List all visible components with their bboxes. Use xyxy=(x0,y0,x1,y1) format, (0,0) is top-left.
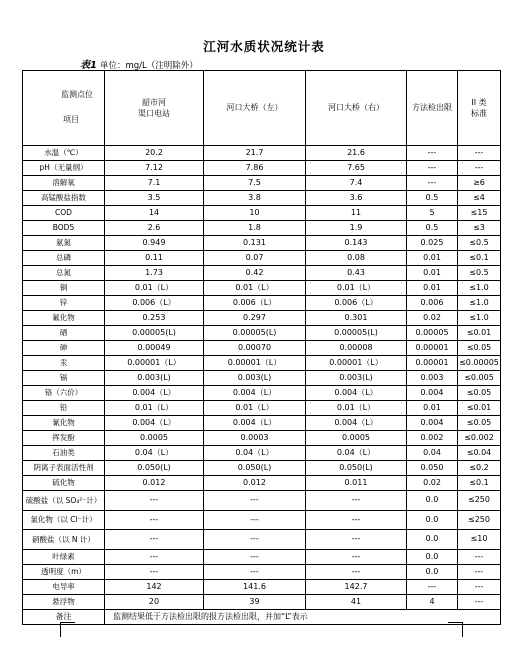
header-site1-line1: 韶市河 xyxy=(142,97,166,107)
table-row xyxy=(23,476,501,491)
item-cell: 透明度（m） xyxy=(23,564,105,579)
site2-cell: 7.5 xyxy=(204,176,306,191)
limit-cell: 0.00001 xyxy=(407,341,458,356)
item-cell: 水温（℃） xyxy=(23,146,105,161)
site1-cell: 0.04（L） xyxy=(105,446,204,461)
site2-cell: --- xyxy=(204,530,306,550)
site1-cell: 0.00005(L) xyxy=(105,326,204,341)
site2-cell: 21.7 xyxy=(204,146,306,161)
item-cell: 硝酸盐（以 N 计） xyxy=(23,530,105,550)
table-row xyxy=(23,191,501,206)
item-cell: 高锰酸盐指数 xyxy=(23,191,105,206)
site2-cell: --- xyxy=(204,510,306,530)
table-row xyxy=(23,281,501,296)
header-limit: 方法检出限 xyxy=(407,71,458,146)
site3-cell: 7.65 xyxy=(306,161,407,176)
standard-cell: ≤0.01 xyxy=(458,401,501,416)
limit-cell: 0.050 xyxy=(407,461,458,476)
standard-cell: ≤0.1 xyxy=(458,476,501,491)
site1-cell: 0.00001（L） xyxy=(105,356,204,371)
item-cell: 总氮 xyxy=(23,266,105,281)
site3-cell: 3.6 xyxy=(306,191,407,206)
site2-cell: 0.00070 xyxy=(204,341,306,356)
limit-cell: 0.004 xyxy=(407,386,458,401)
site2-cell: 0.004（L） xyxy=(204,416,306,431)
table-row xyxy=(23,431,501,446)
standard-cell: ≤0.2 xyxy=(458,461,501,476)
table-row xyxy=(23,221,501,236)
table-row xyxy=(23,236,501,251)
site3-cell: 0.301 xyxy=(306,311,407,326)
standard-cell: ≤10 xyxy=(458,530,501,550)
site1-cell: 0.006（L） xyxy=(105,296,204,311)
site3-cell: 21.6 xyxy=(306,146,407,161)
site3-cell: 0.0005 xyxy=(306,431,407,446)
limit-cell: 0.04 xyxy=(407,446,458,461)
item-cell: 硫酸盐（以 SO₄²⁻计） xyxy=(23,491,105,511)
limit-cell: 0.002 xyxy=(407,431,458,446)
site2-cell: 0.003(L) xyxy=(204,371,306,386)
site3-cell: 0.004（L） xyxy=(306,416,407,431)
site1-cell: 0.0005 xyxy=(105,431,204,446)
limit-cell: 0.006 xyxy=(407,296,458,311)
site2-cell: 0.07 xyxy=(204,251,306,266)
standard-cell: --- xyxy=(458,579,501,594)
header-corner-cell xyxy=(23,71,105,146)
standard-cell: ≤15 xyxy=(458,206,501,221)
site2-cell: 0.01（L） xyxy=(204,281,306,296)
table-row xyxy=(23,491,501,511)
site1-cell: 0.003(L) xyxy=(105,371,204,386)
item-cell: 铬（六价） xyxy=(23,386,105,401)
site1-cell: --- xyxy=(105,530,204,550)
standard-cell: ≤250 xyxy=(458,491,501,511)
standard-cell: ≤250 xyxy=(458,510,501,530)
site1-cell: 20 xyxy=(105,594,204,609)
item-cell: 溶解氧 xyxy=(23,176,105,191)
item-cell: 砷 xyxy=(23,341,105,356)
site2-cell: 7.86 xyxy=(204,161,306,176)
limit-cell: 0.0 xyxy=(407,564,458,579)
site2-cell: 0.050(L) xyxy=(204,461,306,476)
site1-cell: 0.004（L） xyxy=(105,416,204,431)
standard-cell: ≥6 xyxy=(458,176,501,191)
item-cell: 挥发酚 xyxy=(23,431,105,446)
site3-cell: --- xyxy=(306,491,407,511)
limit-cell: 0.01 xyxy=(407,266,458,281)
header-item-label: 项目 xyxy=(63,115,79,124)
table-caption xyxy=(80,56,198,71)
site1-cell: 14 xyxy=(105,206,204,221)
site3-cell: 0.01（L） xyxy=(306,281,407,296)
limit-cell: 0.0 xyxy=(407,510,458,530)
remark-row xyxy=(23,609,501,624)
table-row xyxy=(23,461,501,476)
table-row xyxy=(23,386,501,401)
site1-cell: 0.11 xyxy=(105,251,204,266)
standard-cell: ≤0.5 xyxy=(458,236,501,251)
site2-cell: 0.01（L） xyxy=(204,401,306,416)
table-row xyxy=(23,266,501,281)
standard-cell: ≤0.05 xyxy=(458,341,501,356)
header-standard-line2: 标准 xyxy=(471,108,487,118)
site1-cell: 7.12 xyxy=(105,161,204,176)
limit-cell: 0.00001 xyxy=(407,356,458,371)
remark-label: 备注 xyxy=(23,609,105,624)
table-row xyxy=(23,594,501,609)
site3-cell: --- xyxy=(306,530,407,550)
site2-cell: 10 xyxy=(204,206,306,221)
standard-cell: --- xyxy=(458,161,501,176)
site2-cell: 39 xyxy=(204,594,306,609)
header-site1-line2: 渠口电站 xyxy=(138,108,170,118)
item-cell: 硒 xyxy=(23,326,105,341)
item-cell: 阴离子表面活性剂 xyxy=(23,461,105,476)
site2-cell: --- xyxy=(204,564,306,579)
site3-cell: 0.006（L） xyxy=(306,296,407,311)
site1-cell: 7.1 xyxy=(105,176,204,191)
header-row xyxy=(23,71,501,146)
item-cell: 锌 xyxy=(23,296,105,311)
standard-cell: ≤0.01 xyxy=(458,326,501,341)
crop-mark-right xyxy=(448,622,463,637)
standard-cell: ≤0.00005 xyxy=(458,356,501,371)
standard-cell: --- xyxy=(458,594,501,609)
limit-cell: 0.025 xyxy=(407,236,458,251)
item-cell: 铅 xyxy=(23,401,105,416)
site1-cell: --- xyxy=(105,510,204,530)
site1-cell: 142 xyxy=(105,579,204,594)
table-row xyxy=(23,549,501,564)
table-row xyxy=(23,564,501,579)
site3-cell: 0.011 xyxy=(306,476,407,491)
site1-cell: 3.5 xyxy=(105,191,204,206)
standard-cell: --- xyxy=(458,549,501,564)
limit-cell: 0.0 xyxy=(407,530,458,550)
site3-cell: 0.003(L) xyxy=(306,371,407,386)
site1-cell: 0.01（L） xyxy=(105,281,204,296)
limit-cell: 0.02 xyxy=(407,311,458,326)
site2-cell: 0.00005(L) xyxy=(204,326,306,341)
site3-cell: 0.01（L） xyxy=(306,401,407,416)
table-row xyxy=(23,416,501,431)
standard-cell: ≤1.0 xyxy=(458,281,501,296)
site2-cell: 0.00001（L） xyxy=(204,356,306,371)
table-body xyxy=(23,71,501,625)
item-cell: 悬浮物 xyxy=(23,594,105,609)
item-cell: 叶绿素 xyxy=(23,549,105,564)
standard-cell: ≤1.0 xyxy=(458,296,501,311)
water-quality-table xyxy=(22,70,501,625)
table-row xyxy=(23,176,501,191)
site3-cell: 0.43 xyxy=(306,266,407,281)
item-cell: 汞 xyxy=(23,356,105,371)
site1-cell: 0.949 xyxy=(105,236,204,251)
site3-cell: 0.004（L） xyxy=(306,386,407,401)
limit-cell: 0.0 xyxy=(407,549,458,564)
table-row xyxy=(23,161,501,176)
site3-cell: 7.4 xyxy=(306,176,407,191)
item-cell: 电导率 xyxy=(23,579,105,594)
site2-cell: 0.131 xyxy=(204,236,306,251)
table-row xyxy=(23,446,501,461)
site1-cell: 0.004（L） xyxy=(105,386,204,401)
table-row xyxy=(23,356,501,371)
item-cell: BOD5 xyxy=(23,221,105,236)
item-cell: 总磷 xyxy=(23,251,105,266)
standard-cell: --- xyxy=(458,564,501,579)
header-standard xyxy=(458,71,501,146)
limit-cell: 0.02 xyxy=(407,476,458,491)
table-row xyxy=(23,371,501,386)
site2-cell: 0.004（L） xyxy=(204,386,306,401)
site3-cell: --- xyxy=(306,564,407,579)
standard-cell: ≤3 xyxy=(458,221,501,236)
limit-cell: 0.004 xyxy=(407,416,458,431)
item-cell: 氟化物 xyxy=(23,311,105,326)
item-cell: COD xyxy=(23,206,105,221)
standard-cell: ≤0.05 xyxy=(458,386,501,401)
site2-cell: 0.04（L） xyxy=(204,446,306,461)
site1-cell: 2.6 xyxy=(105,221,204,236)
site1-cell: 0.253 xyxy=(105,311,204,326)
table-row xyxy=(23,530,501,550)
limit-cell: 0.003 xyxy=(407,371,458,386)
table-row xyxy=(23,401,501,416)
limit-cell: 0.0 xyxy=(407,491,458,511)
table-row xyxy=(23,251,501,266)
limit-cell: 5 xyxy=(407,206,458,221)
limit-cell: 4 xyxy=(407,594,458,609)
limit-cell: 0.5 xyxy=(407,221,458,236)
item-cell: 氰化物 xyxy=(23,416,105,431)
site2-cell: 0.42 xyxy=(204,266,306,281)
site3-cell: --- xyxy=(306,510,407,530)
document-title: 江河水质状况统计表 xyxy=(203,39,325,54)
site3-cell: 0.08 xyxy=(306,251,407,266)
limit-cell: --- xyxy=(407,161,458,176)
standard-cell: ≤0.005 xyxy=(458,371,501,386)
header-site1 xyxy=(105,71,204,146)
site2-cell: --- xyxy=(204,491,306,511)
table-number: 表1 xyxy=(80,60,97,71)
site1-cell: --- xyxy=(105,564,204,579)
item-cell: 铜 xyxy=(23,281,105,296)
site3-cell: 0.143 xyxy=(306,236,407,251)
site3-cell: 11 xyxy=(306,206,407,221)
site3-cell: 1.9 xyxy=(306,221,407,236)
site3-cell: 0.00008 xyxy=(306,341,407,356)
limit-cell: --- xyxy=(407,579,458,594)
remark-text: 监测结果低于方法检出限的报方法检出限，并加“L”表示 xyxy=(105,609,501,624)
item-cell: 氯化物（以 Cl⁻计） xyxy=(23,510,105,530)
standard-cell: ≤4 xyxy=(458,191,501,206)
standard-cell: --- xyxy=(458,146,501,161)
table-row xyxy=(23,341,501,356)
limit-cell: 0.5 xyxy=(407,191,458,206)
site3-cell: 0.050(L) xyxy=(306,461,407,476)
table-row xyxy=(23,296,501,311)
site2-cell: 141.6 xyxy=(204,579,306,594)
standard-cell: ≤0.002 xyxy=(458,431,501,446)
limit-cell: 0.01 xyxy=(407,401,458,416)
limit-cell: 0.01 xyxy=(407,251,458,266)
site3-cell: 142.7 xyxy=(306,579,407,594)
item-cell: 镉 xyxy=(23,371,105,386)
item-cell: 氨氮 xyxy=(23,236,105,251)
site1-cell: --- xyxy=(105,491,204,511)
site3-cell: 0.00001（L） xyxy=(306,356,407,371)
header-site2: 河口大桥（左） xyxy=(204,71,306,146)
site2-cell: 0.006（L） xyxy=(204,296,306,311)
table-row xyxy=(23,206,501,221)
item-cell: 硫化物 xyxy=(23,476,105,491)
site2-cell: 1.8 xyxy=(204,221,306,236)
table-row xyxy=(23,326,501,341)
limit-cell: 0.00005 xyxy=(407,326,458,341)
standard-cell: ≤0.05 xyxy=(458,416,501,431)
site2-cell: 3.8 xyxy=(204,191,306,206)
site1-cell: 0.050(L) xyxy=(105,461,204,476)
table-row xyxy=(23,510,501,530)
standard-cell: ≤0.1 xyxy=(458,251,501,266)
header-standard-line1: II 类 xyxy=(471,97,487,107)
standard-cell: ≤0.5 xyxy=(458,266,501,281)
site1-cell: 20.2 xyxy=(105,146,204,161)
site1-cell: 1.73 xyxy=(105,266,204,281)
site2-cell: 0.297 xyxy=(204,311,306,326)
site3-cell: 41 xyxy=(306,594,407,609)
site2-cell: 0.0003 xyxy=(204,431,306,446)
site2-cell: --- xyxy=(204,549,306,564)
limit-cell: --- xyxy=(407,146,458,161)
site1-cell: 0.01（L） xyxy=(105,401,204,416)
site3-cell: 0.00005(L) xyxy=(306,326,407,341)
site1-cell: 0.012 xyxy=(105,476,204,491)
site1-cell: --- xyxy=(105,549,204,564)
item-cell: 石油类 xyxy=(23,446,105,461)
table-row xyxy=(23,146,501,161)
unit-note: 单位：mg/L（注明除外） xyxy=(99,61,198,71)
site1-cell: 0.00049 xyxy=(105,341,204,356)
site2-cell: 0.012 xyxy=(204,476,306,491)
header-site3: 河口大桥（右） xyxy=(306,71,407,146)
limit-cell: --- xyxy=(407,176,458,191)
site3-cell: 0.04（L） xyxy=(306,446,407,461)
item-cell: pH（无量纲） xyxy=(23,161,105,176)
table-row xyxy=(23,579,501,594)
limit-cell: 0.01 xyxy=(407,281,458,296)
table-row xyxy=(23,311,501,326)
crop-mark-left xyxy=(60,622,75,637)
header-point-label: 监测点位 xyxy=(61,90,93,99)
standard-cell: ≤0.04 xyxy=(458,446,501,461)
site3-cell: --- xyxy=(306,549,407,564)
standard-cell: ≤1.0 xyxy=(458,311,501,326)
